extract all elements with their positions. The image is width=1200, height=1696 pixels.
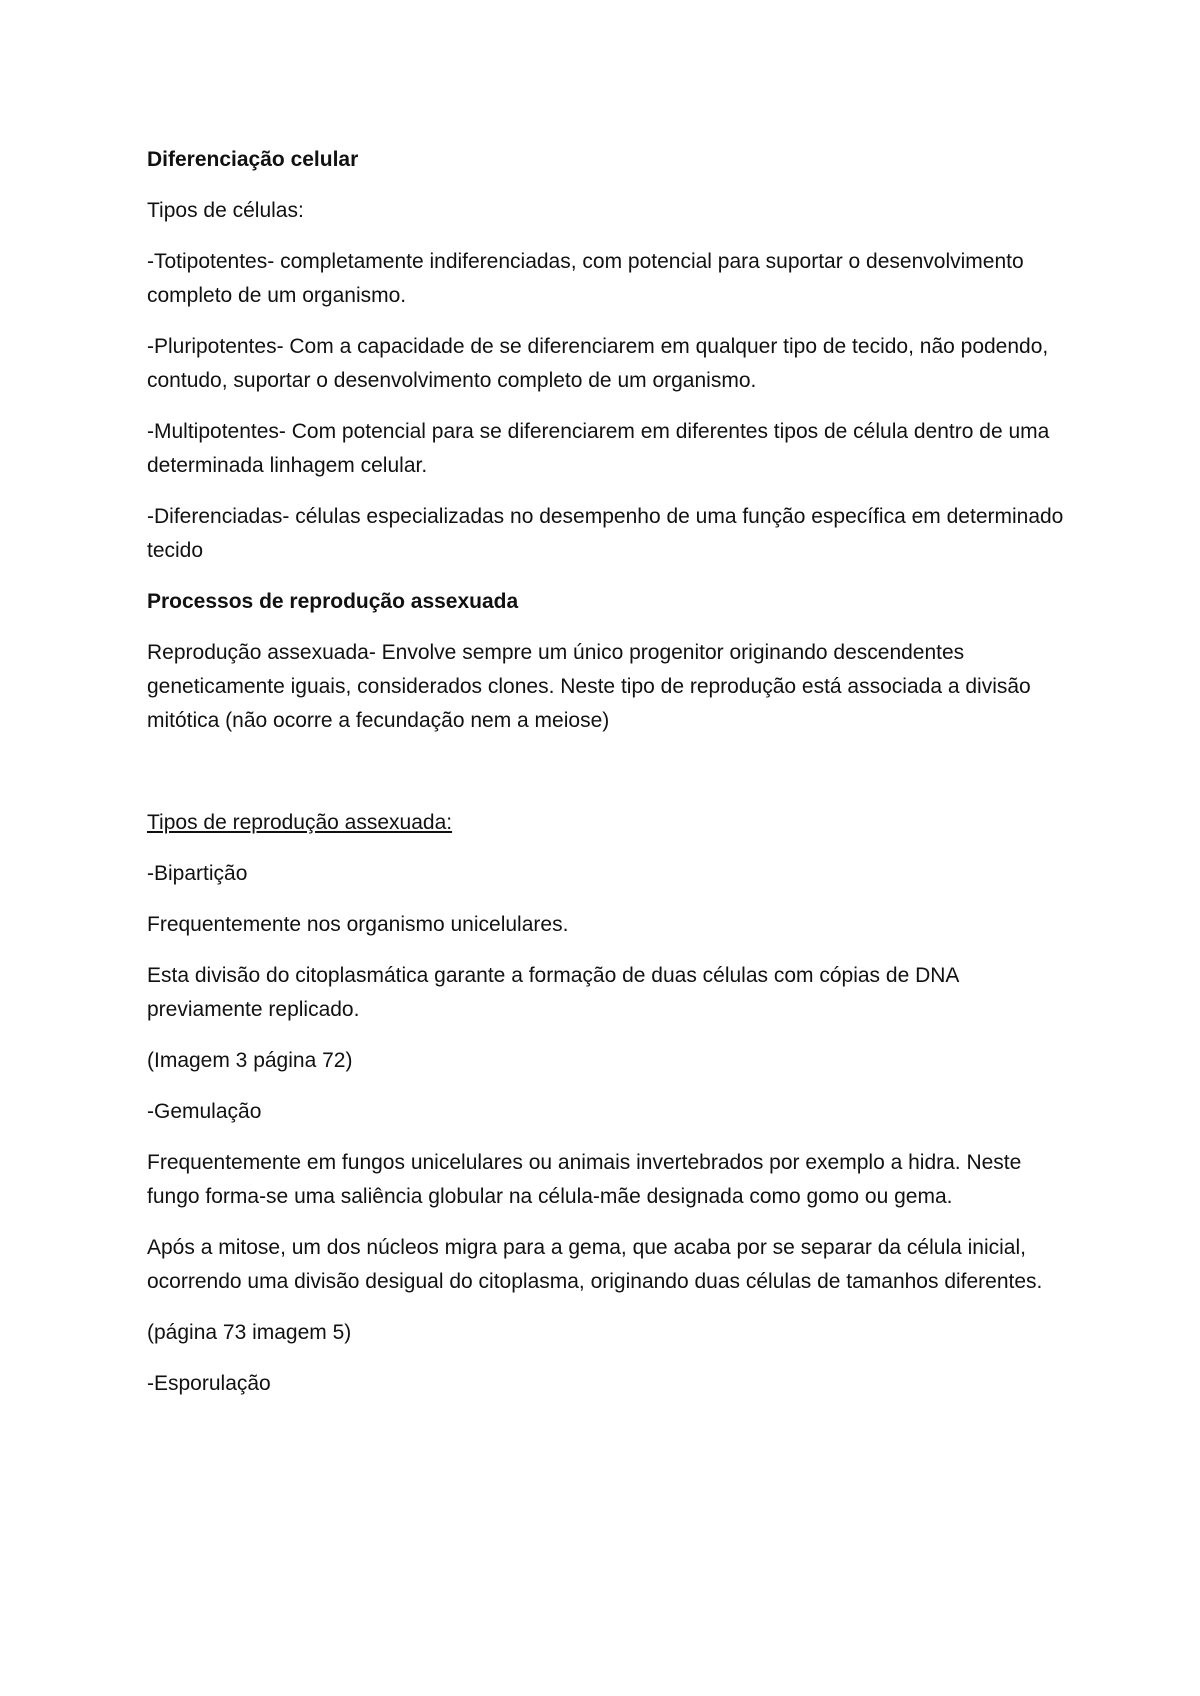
paragraph-multipotentes: -Multipotentes- Com potencial para se diferenciarem em diferentes tipos de célula dentro de uma determinada linhagem celular. — [147, 420, 1050, 477]
item-esporulacao: -Esporulação — [147, 1372, 271, 1395]
reference-gemulacao: (página 73 imagem 5) — [147, 1321, 352, 1344]
cell-types-label: Tipos de células: — [147, 199, 304, 222]
item-biparticao: -Bipartição — [147, 862, 248, 885]
paragraph-diferenciadas: -Diferenciadas- células especializadas no desempenho de uma função específica em determinado tecido — [147, 505, 1064, 562]
reference-biparticao: (Imagem 3 página 72) — [147, 1049, 353, 1072]
document-page — [147, 143, 1077, 1418]
reproduction-types-heading: Tipos de reprodução assexuada: — [147, 811, 453, 834]
paragraph-totipotentes: -Totipotentes- completamente indiferenciadas, com potencial para suportar o desenvolvimento completo de um organismo. — [147, 250, 1024, 307]
paragraph-gemulacao-1: Frequentemente em fungos unicelulares ou animais invertebrados por exemplo a hidra. Neste fungo forma-se uma saliência globular na célula-mãe designada como gomo ou gema. — [147, 1151, 1022, 1208]
section-heading: Processos de reprodução assexuada — [147, 590, 519, 613]
document-title: Diferenciação celular — [147, 148, 359, 171]
paragraph-gemulacao-2: Após a mitose, um dos núcleos migra para a gema, que acaba por se separar da célula inicial, ocorrendo uma divisão desigual do citoplasma, originando duas células de tamanhos diferentes. — [147, 1236, 1043, 1293]
paragraph-reproducao-definition: Reprodução assexuada- Envolve sempre um único progenitor originando descendentes geneticamente iguais, considerados clones. Neste tipo de reprodução está associada a divisão mitótica (não ocorre a fecundação nem a meiose) — [147, 641, 1031, 732]
item-gemulacao: -Gemulação — [147, 1100, 262, 1123]
blank-line — [147, 755, 1077, 806]
paragraph-biparticao-2: Esta divisão do citoplasmática garante a formação de duas células com cópias de DNA previamente replicado. — [147, 964, 959, 1021]
paragraph-biparticao-1: Frequentemente nos organismo unicelulares. — [147, 913, 569, 936]
paragraph-pluripotentes: -Pluripotentes- Com a capacidade de se diferenciarem em qualquer tipo de tecido, não podendo, contudo, suportar o desenvolvimento completo de um organismo. — [147, 335, 1049, 392]
